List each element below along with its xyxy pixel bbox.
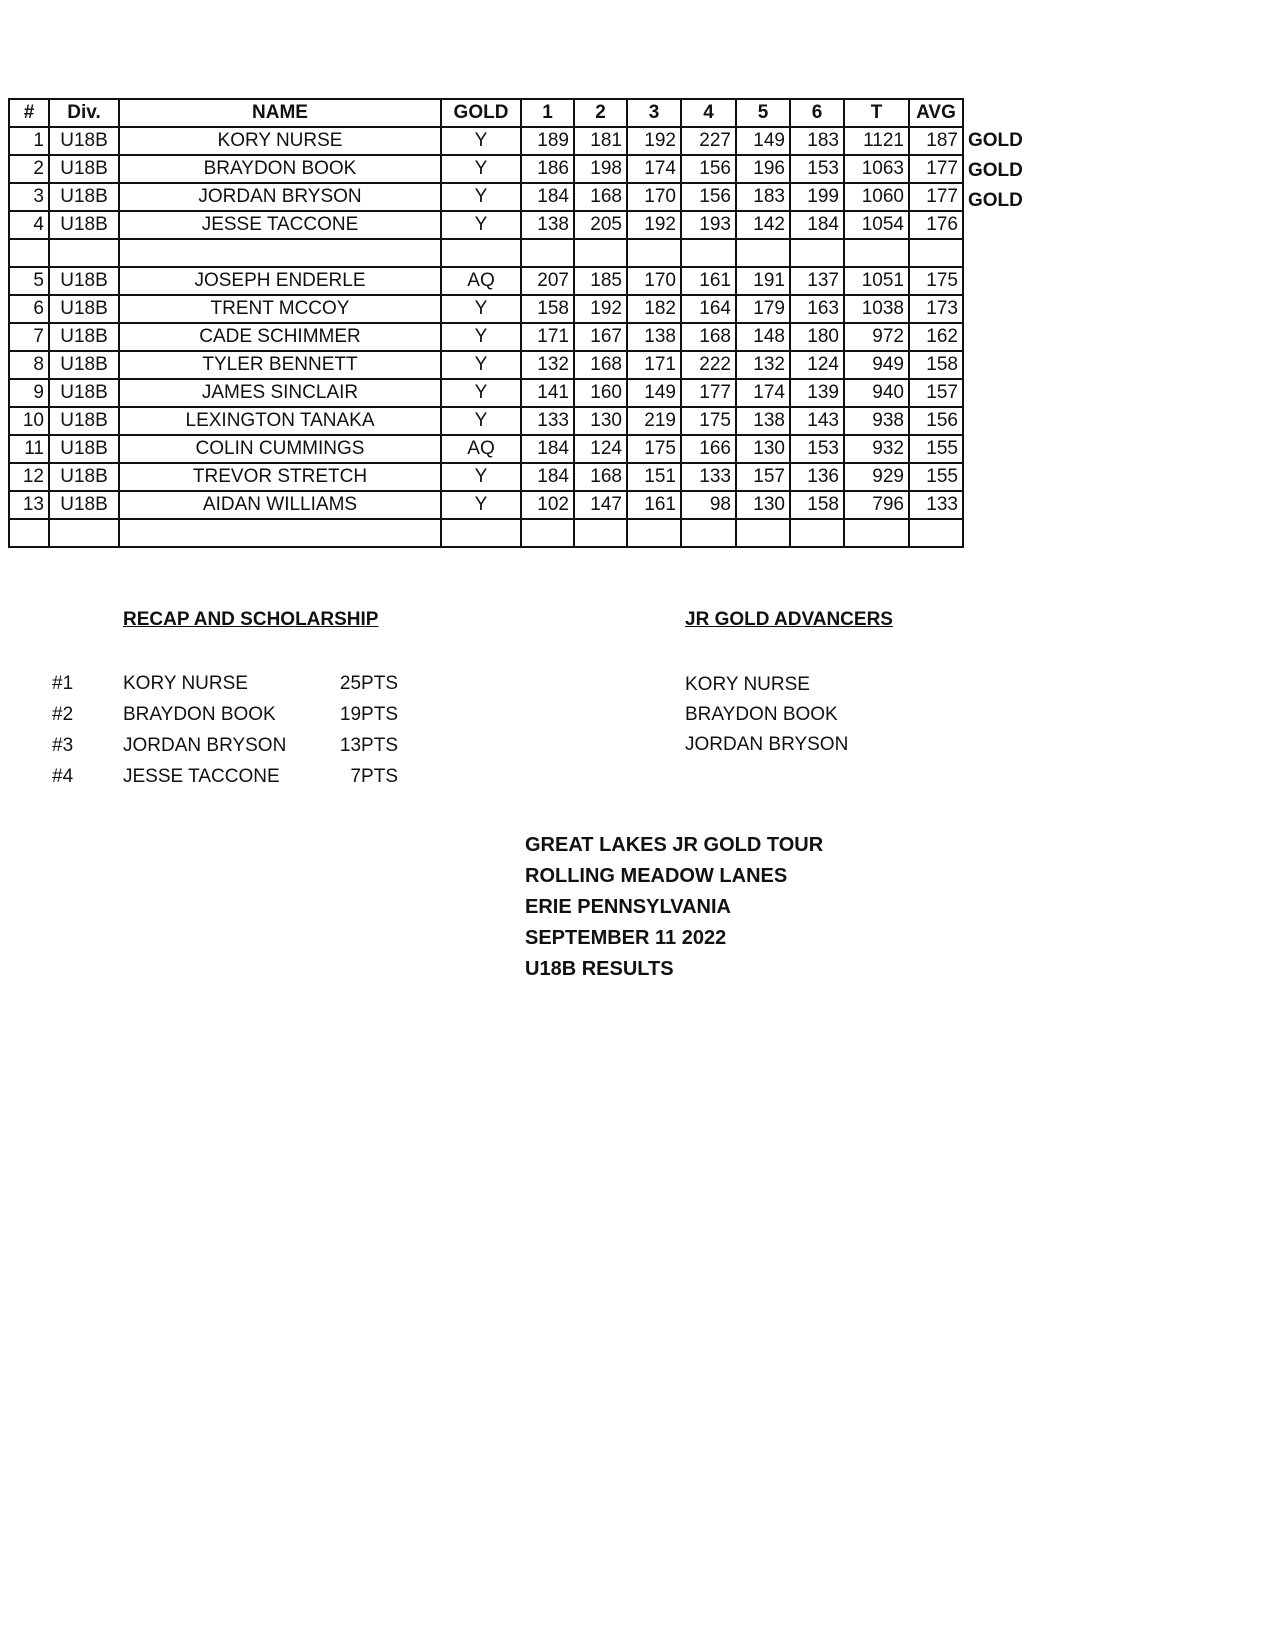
cell-rank: 11 — [9, 435, 49, 463]
header-game-2: 2 — [574, 99, 627, 127]
cell-total: 949 — [844, 351, 909, 379]
table-row — [9, 155, 963, 183]
cell-total: 972 — [844, 323, 909, 351]
cell-total: 796 — [844, 491, 909, 519]
spacer-cell — [681, 239, 736, 267]
cell-game-2: 124 — [574, 435, 627, 463]
cell-total: 1060 — [844, 183, 909, 211]
cell-gold: Y — [441, 323, 521, 351]
cell-total: 929 — [844, 463, 909, 491]
cell-game-1: 158 — [521, 295, 574, 323]
cell-game-2: 130 — [574, 407, 627, 435]
cell-game-2: 192 — [574, 295, 627, 323]
cell-avg: 158 — [909, 351, 963, 379]
results-spacer — [9, 239, 963, 267]
header-total: T — [844, 99, 909, 127]
cell-avg: 133 — [909, 491, 963, 519]
cell-name: JOSEPH ENDERLE — [119, 267, 441, 295]
cell-div: U18B — [49, 267, 119, 295]
cell-avg: 155 — [909, 463, 963, 491]
cell-game-3: 192 — [627, 127, 681, 155]
cell-game-6: 153 — [790, 155, 844, 183]
header-div: Div. — [49, 99, 119, 127]
cell-game-4: 168 — [681, 323, 736, 351]
cell-game-4: 193 — [681, 211, 736, 239]
cell-div: U18B — [49, 323, 119, 351]
cell-game-5: 148 — [736, 323, 790, 351]
recap-name: KORY NURSE — [123, 673, 248, 694]
cell-div: U18B — [49, 211, 119, 239]
cell-game-2: 198 — [574, 155, 627, 183]
cell-game-6: 184 — [790, 211, 844, 239]
cell-total: 1054 — [844, 211, 909, 239]
table-row — [9, 435, 963, 463]
cell-total: 938 — [844, 407, 909, 435]
results-bottom-rows — [9, 267, 963, 519]
header-game-5: 5 — [736, 99, 790, 127]
cell-total: 1038 — [844, 295, 909, 323]
cell-div: U18B — [49, 127, 119, 155]
recap-name: BRAYDON BOOK — [123, 704, 276, 725]
cell-game-1: 138 — [521, 211, 574, 239]
cell-avg: 175 — [909, 267, 963, 295]
header-name: NAME — [119, 99, 441, 127]
cell-game-1: 132 — [521, 351, 574, 379]
cell-game-5: 183 — [736, 183, 790, 211]
cell-div: U18B — [49, 155, 119, 183]
cell-game-2: 168 — [574, 183, 627, 211]
spacer-row — [9, 239, 963, 267]
recap-rank: #3 — [52, 735, 74, 756]
cell-game-6: 180 — [790, 323, 844, 351]
cell-game-2: 185 — [574, 267, 627, 295]
spacer-cell — [627, 239, 681, 267]
cell-game-1: 186 — [521, 155, 574, 183]
cell-game-6: 153 — [790, 435, 844, 463]
cell-name: TRENT MCCOY — [119, 295, 441, 323]
table-row — [9, 211, 963, 239]
cell-game-6: 139 — [790, 379, 844, 407]
recap-points: 19PTS — [339, 704, 398, 725]
cell-game-5: 174 — [736, 379, 790, 407]
cell-game-2: 160 — [574, 379, 627, 407]
empty-cell — [736, 519, 790, 547]
cell-game-3: 192 — [627, 211, 681, 239]
cell-game-4: 175 — [681, 407, 736, 435]
cell-gold: Y — [441, 211, 521, 239]
cell-avg: 176 — [909, 211, 963, 239]
cell-game-1: 189 — [521, 127, 574, 155]
header-game-1: 1 — [521, 99, 574, 127]
header-avg: AVG — [909, 99, 963, 127]
cell-game-6: 137 — [790, 267, 844, 295]
cell-rank: 7 — [9, 323, 49, 351]
cell-div: U18B — [49, 379, 119, 407]
empty-cell — [119, 519, 441, 547]
cell-game-5: 196 — [736, 155, 790, 183]
cell-total: 1121 — [844, 127, 909, 155]
cell-game-6: 199 — [790, 183, 844, 211]
empty-cell — [790, 519, 844, 547]
cell-div: U18B — [49, 183, 119, 211]
cell-avg: 156 — [909, 407, 963, 435]
cell-game-3: 151 — [627, 463, 681, 491]
cell-name: JORDAN BRYSON — [119, 183, 441, 211]
spacer-cell — [119, 239, 441, 267]
cell-game-1: 133 — [521, 407, 574, 435]
header-game-4: 4 — [681, 99, 736, 127]
cell-game-5: 132 — [736, 351, 790, 379]
table-row — [9, 463, 963, 491]
cell-gold: Y — [441, 491, 521, 519]
header-row — [9, 99, 963, 127]
cell-name: JAMES SINCLAIR — [119, 379, 441, 407]
cell-gold: AQ — [441, 435, 521, 463]
cell-game-3: 171 — [627, 351, 681, 379]
spacer-cell — [790, 239, 844, 267]
results-table — [8, 98, 964, 548]
cell-avg: 162 — [909, 323, 963, 351]
cell-rank: 1 — [9, 127, 49, 155]
event-venue: ROLLING MEADOW LANES — [525, 865, 788, 887]
recap-row — [0, 762, 420, 792]
cell-rank: 8 — [9, 351, 49, 379]
cell-game-1: 184 — [521, 183, 574, 211]
advancer-name: BRAYDON BOOK — [685, 704, 838, 725]
cell-rank: 3 — [9, 183, 49, 211]
cell-game-3: 161 — [627, 491, 681, 519]
cell-name: JESSE TACCONE — [119, 211, 441, 239]
cell-game-6: 158 — [790, 491, 844, 519]
advancers-heading: JR GOLD ADVANCERS — [685, 609, 893, 630]
cell-total: 1063 — [844, 155, 909, 183]
cell-game-1: 141 — [521, 379, 574, 407]
recap-rank: #2 — [52, 704, 74, 725]
cell-game-3: 170 — [627, 267, 681, 295]
recap-name: JESSE TACCONE — [123, 766, 280, 787]
recap-points: 13PTS — [339, 735, 398, 756]
empty-cell — [441, 519, 521, 547]
recap-name: JORDAN BRYSON — [123, 735, 287, 756]
cell-game-1: 184 — [521, 435, 574, 463]
cell-rank: 12 — [9, 463, 49, 491]
cell-gold: Y — [441, 295, 521, 323]
spacer-cell — [521, 239, 574, 267]
cell-game-6: 183 — [790, 127, 844, 155]
cell-gold: Y — [441, 183, 521, 211]
cell-total: 932 — [844, 435, 909, 463]
cell-name: LEXINGTON TANAKA — [119, 407, 441, 435]
cell-game-3: 149 — [627, 379, 681, 407]
spacer-cell — [49, 239, 119, 267]
cell-name: AIDAN WILLIAMS — [119, 491, 441, 519]
table-row — [9, 351, 963, 379]
advancer-name: JORDAN BRYSON — [685, 734, 849, 755]
cell-game-3: 138 — [627, 323, 681, 351]
cell-gold: Y — [441, 155, 521, 183]
table-row — [9, 127, 963, 155]
empty-cell — [574, 519, 627, 547]
cell-rank: 4 — [9, 211, 49, 239]
cell-rank: 2 — [9, 155, 49, 183]
cell-avg: 157 — [909, 379, 963, 407]
cell-name: TREVOR STRETCH — [119, 463, 441, 491]
cell-game-5: 191 — [736, 267, 790, 295]
cell-game-4: 98 — [681, 491, 736, 519]
table-row — [9, 267, 963, 295]
cell-game-4: 133 — [681, 463, 736, 491]
recap-rank: #4 — [52, 766, 74, 787]
table-row — [9, 183, 963, 211]
cell-gold: AQ — [441, 267, 521, 295]
event-info — [525, 830, 823, 985]
cell-div: U18B — [49, 295, 119, 323]
cell-game-2: 168 — [574, 351, 627, 379]
cell-total: 1051 — [844, 267, 909, 295]
gold-flag: GOLD — [968, 160, 1023, 181]
cell-game-5: 142 — [736, 211, 790, 239]
spacer-cell — [844, 239, 909, 267]
cell-name: TYLER BENNETT — [119, 351, 441, 379]
cell-game-1: 184 — [521, 463, 574, 491]
cell-rank: 10 — [9, 407, 49, 435]
cell-game-1: 102 — [521, 491, 574, 519]
table-row — [9, 379, 963, 407]
empty-cell — [909, 519, 963, 547]
recap-points: 7PTS — [350, 766, 398, 787]
cell-div: U18B — [49, 491, 119, 519]
cell-gold: Y — [441, 351, 521, 379]
cell-total: 940 — [844, 379, 909, 407]
cell-gold: Y — [441, 127, 521, 155]
cell-game-6: 124 — [790, 351, 844, 379]
cell-game-4: 166 — [681, 435, 736, 463]
cell-avg: 177 — [909, 155, 963, 183]
header-game-6: 6 — [790, 99, 844, 127]
cell-rank: 9 — [9, 379, 49, 407]
recap-heading: RECAP AND SCHOLARSHIP — [123, 609, 379, 630]
table-row — [9, 407, 963, 435]
cell-avg: 155 — [909, 435, 963, 463]
empty-cell — [681, 519, 736, 547]
cell-game-3: 219 — [627, 407, 681, 435]
cell-rank: 6 — [9, 295, 49, 323]
recap-rank: #1 — [52, 673, 74, 694]
empty-cell — [9, 519, 49, 547]
empty-cell — [49, 519, 119, 547]
cell-game-6: 163 — [790, 295, 844, 323]
table-row — [9, 295, 963, 323]
recap-row — [0, 731, 420, 761]
recap-row — [0, 669, 420, 699]
empty-cell — [844, 519, 909, 547]
spacer-cell — [574, 239, 627, 267]
cell-game-2: 181 — [574, 127, 627, 155]
cell-game-4: 227 — [681, 127, 736, 155]
cell-div: U18B — [49, 351, 119, 379]
cell-name: CADE SCHIMMER — [119, 323, 441, 351]
spacer-cell — [909, 239, 963, 267]
cell-game-5: 157 — [736, 463, 790, 491]
cell-game-1: 171 — [521, 323, 574, 351]
cell-avg: 177 — [909, 183, 963, 211]
advancer-name: KORY NURSE — [685, 674, 810, 695]
cell-gold: Y — [441, 379, 521, 407]
cell-game-2: 167 — [574, 323, 627, 351]
cell-avg: 173 — [909, 295, 963, 323]
spacer-cell — [441, 239, 521, 267]
recap-row — [0, 700, 420, 730]
table-row — [9, 491, 963, 519]
results-top-rows — [9, 127, 963, 239]
cell-game-2: 205 — [574, 211, 627, 239]
cell-avg: 187 — [909, 127, 963, 155]
cell-game-4: 161 — [681, 267, 736, 295]
spacer-cell — [736, 239, 790, 267]
cell-game-5: 138 — [736, 407, 790, 435]
event-date: SEPTEMBER 11 2022 — [525, 927, 727, 949]
header-game-3: 3 — [627, 99, 681, 127]
cell-div: U18B — [49, 407, 119, 435]
cell-game-3: 182 — [627, 295, 681, 323]
empty-row — [9, 519, 963, 547]
empty-cell — [627, 519, 681, 547]
cell-game-4: 177 — [681, 379, 736, 407]
advancers-list — [685, 670, 848, 760]
header-rank: # — [9, 99, 49, 127]
event-tour: GREAT LAKES JR GOLD TOUR — [525, 834, 824, 856]
cell-game-4: 222 — [681, 351, 736, 379]
cell-name: BRAYDON BOOK — [119, 155, 441, 183]
cell-gold: Y — [441, 463, 521, 491]
cell-game-5: 130 — [736, 435, 790, 463]
cell-game-4: 156 — [681, 183, 736, 211]
cell-gold: Y — [441, 407, 521, 435]
cell-game-5: 149 — [736, 127, 790, 155]
cell-game-1: 207 — [521, 267, 574, 295]
cell-name: KORY NURSE — [119, 127, 441, 155]
spacer-cell — [9, 239, 49, 267]
cell-game-3: 175 — [627, 435, 681, 463]
table-row — [9, 323, 963, 351]
cell-rank: 5 — [9, 267, 49, 295]
cell-game-5: 130 — [736, 491, 790, 519]
recap-points: 25PTS — [339, 673, 398, 694]
cell-game-2: 147 — [574, 491, 627, 519]
event-division: U18B RESULTS — [525, 958, 674, 980]
cell-div: U18B — [49, 463, 119, 491]
cell-game-3: 174 — [627, 155, 681, 183]
cell-game-5: 179 — [736, 295, 790, 323]
cell-game-4: 164 — [681, 295, 736, 323]
cell-game-2: 168 — [574, 463, 627, 491]
cell-game-6: 143 — [790, 407, 844, 435]
event-location: ERIE PENNSYLVANIA — [525, 896, 731, 918]
gold-flag: GOLD — [968, 130, 1023, 151]
cell-rank: 13 — [9, 491, 49, 519]
cell-game-6: 136 — [790, 463, 844, 491]
results-trailer — [9, 519, 963, 547]
cell-game-4: 156 — [681, 155, 736, 183]
cell-div: U18B — [49, 435, 119, 463]
gold-flag: GOLD — [968, 190, 1023, 211]
cell-game-3: 170 — [627, 183, 681, 211]
cell-name: COLIN CUMMINGS — [119, 435, 441, 463]
header-gold: GOLD — [441, 99, 521, 127]
empty-cell — [521, 519, 574, 547]
